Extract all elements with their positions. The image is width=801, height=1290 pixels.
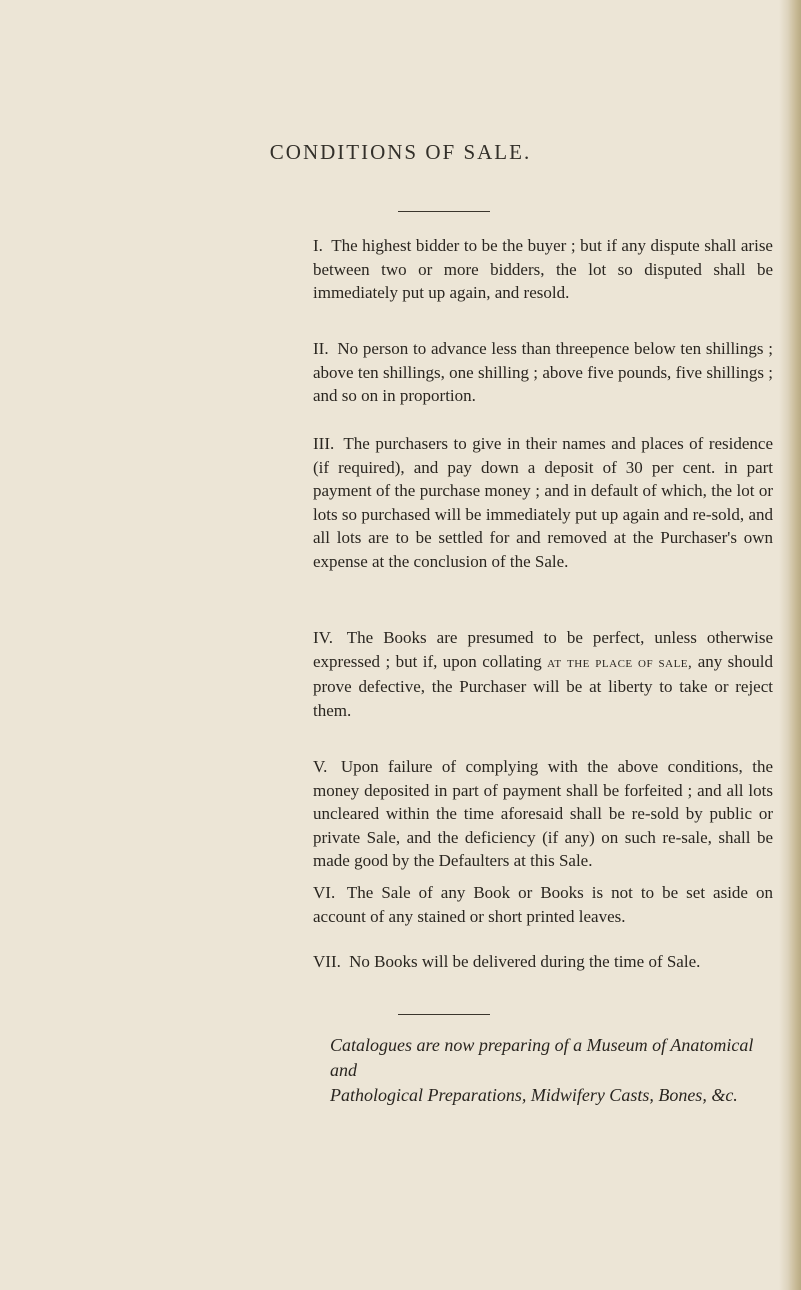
condition-5 bbox=[313, 755, 773, 873]
condition-emphasis: at the place of sale, bbox=[547, 654, 693, 671]
condition-4 bbox=[313, 626, 773, 722]
condition-6 bbox=[313, 881, 773, 928]
catalogue-notice bbox=[330, 1033, 780, 1108]
condition-text: The purchasers to give in their names and places of residence (if required), and pay down a deposit of 30 per cent. in part payment of the purchase money ; and in default of which, the lot or lots so purchased will be immediately put up again and re-sold, and all lots are to be settled for and removed at the Purchaser's own expense at the conclusion of the Sale. bbox=[313, 434, 774, 571]
condition-numeral: II. bbox=[313, 339, 329, 358]
page-title: CONDITIONS OF SALE. bbox=[269, 140, 532, 164]
condition-text: No Books will be delivered during the time of Sale. bbox=[349, 952, 701, 971]
condition-text: The Sale of any Book or Books is not to be set aside on account of any stained or short printed leaves. bbox=[313, 883, 773, 926]
catalogue-notice-line-2: Pathological Preparations, Midwifery Casts, Bones, &c. bbox=[330, 1085, 738, 1105]
condition-3 bbox=[313, 432, 773, 573]
catalogue-notice-line-1: Catalogues are now preparing of a Museum of Anatomical and bbox=[330, 1035, 754, 1080]
condition-text: No person to advance less than threepence below ten shillings ; above ten shillings, one shilling ; above five pounds, five shillings ; and so on in proportion. bbox=[313, 339, 774, 405]
condition-7 bbox=[313, 950, 773, 974]
title-divider bbox=[398, 211, 490, 212]
condition-text-after: any should prove defective, the Purchaser will be at liberty to take or reject them. bbox=[313, 651, 774, 720]
condition-text: Upon failure of complying with the above conditions, the money deposited in part of payment shall be forfeited ; and all lots uncleared within the time aforesaid shall be re-sold by public or private Sale, and the deficiency (if any) on such re-sale, shall be made good by the Defaulters at this Sale. bbox=[313, 757, 773, 870]
page-edge-shadow bbox=[779, 0, 801, 1290]
condition-numeral: I. bbox=[313, 236, 323, 255]
condition-numeral: III. bbox=[313, 434, 335, 453]
footer-divider bbox=[398, 1014, 490, 1015]
condition-text: The highest bidder to be the buyer ; but if any dispute shall arise between two or more bidders, the lot so disputed shall be immediately put up again, and resold. bbox=[313, 236, 773, 302]
condition-numeral: VII. bbox=[313, 952, 341, 971]
condition-2 bbox=[313, 337, 773, 408]
condition-1 bbox=[313, 234, 773, 305]
condition-numeral: IV. bbox=[313, 628, 333, 647]
condition-numeral: V. bbox=[313, 757, 328, 776]
condition-numeral: VI. bbox=[313, 883, 336, 902]
condition-text-before: The Books are presumed to be perfect, unless otherwise expressed ; but if, upon collating bbox=[313, 628, 773, 671]
